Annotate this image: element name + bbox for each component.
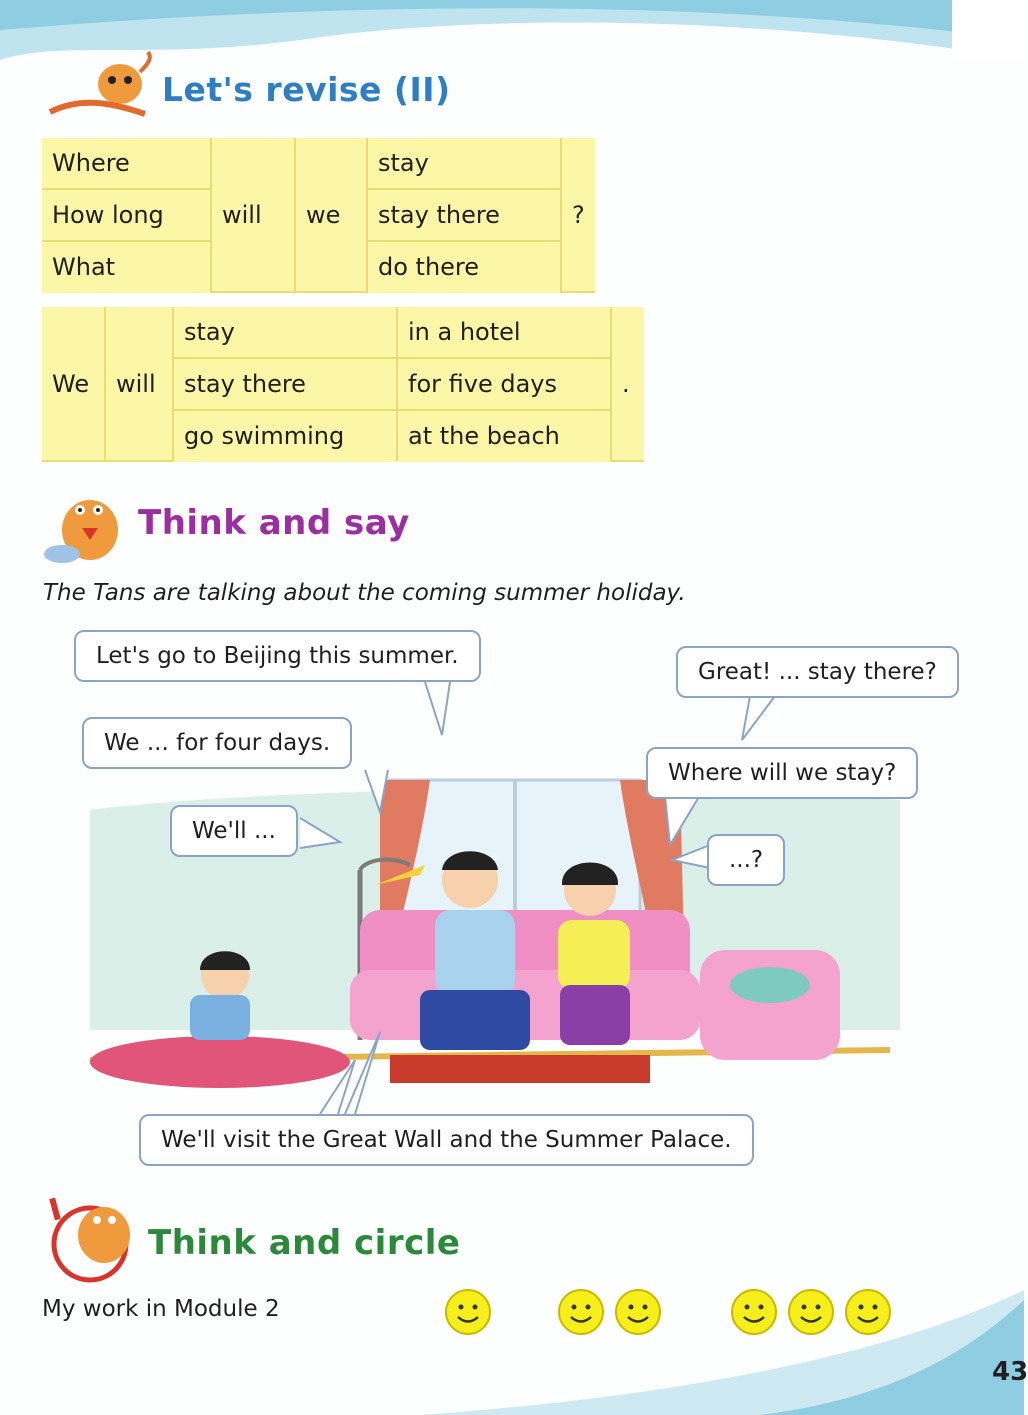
table1-cell-where: Where — [42, 138, 211, 189]
table2-cell-we: We — [42, 307, 105, 461]
section-title-think-circle: Think and circle — [148, 1223, 461, 1263]
table2-cell-will: will — [105, 307, 173, 461]
speech-bubble-stay-there: Great! ... stay there? — [676, 646, 959, 698]
table1-cell-do-there: do there — [367, 241, 561, 292]
table1-cell-we: we — [295, 138, 367, 292]
table1-cell-stay-there: stay there — [367, 189, 561, 241]
section-title-think-say: Think and say — [138, 503, 410, 543]
smiley-face-icon — [444, 1288, 494, 1338]
speech-bubble-great-wall: We'll visit the Great Wall and the Summer Palace. — [139, 1114, 754, 1166]
table2-cell-at-the-beach: at the beach — [397, 410, 611, 461]
table2-cell-for-five-days: for five days — [397, 358, 611, 410]
table2-cell-period: . — [611, 307, 644, 461]
table1-cell-stay: stay — [367, 138, 561, 189]
speech-bubble-beijing: Let's go to Beijing this summer. — [74, 630, 481, 682]
module-self-assessment-label: My work in Module 2 — [42, 1296, 280, 1322]
table1-cell-question-mark: ? — [561, 138, 595, 292]
smiley-group-two[interactable] — [557, 1288, 667, 1338]
table2-cell-go-swimming: go swimming — [173, 410, 397, 461]
speech-bubble-well: We'll ... — [170, 805, 298, 857]
smiley-faces-icon — [730, 1288, 895, 1338]
speech-bubble-where-stay: Where will we stay? — [646, 747, 918, 799]
instruction-text: The Tans are talking about the coming summer holiday. — [43, 580, 686, 606]
table2-cell-stay: stay — [173, 307, 397, 358]
cat-circle-icon — [42, 1190, 142, 1285]
table2-cell-stay-there: stay there — [173, 358, 397, 410]
smiley-group-one[interactable] — [444, 1288, 494, 1338]
table2-cell-in-a-hotel: in a hotel — [397, 307, 611, 358]
table1-cell-what: What — [42, 241, 211, 292]
section-title-revise: Let's revise (II) — [162, 70, 451, 109]
smiley-group-three[interactable] — [730, 1288, 895, 1338]
table1-cell-will: will — [211, 138, 295, 292]
table1-cell-how-long: How long — [42, 189, 211, 241]
page-number: 43 — [992, 1357, 1028, 1387]
speech-bubble-four-days: We ... for four days. — [82, 717, 352, 769]
smiley-faces-icon — [557, 1288, 667, 1338]
speech-bubble-question: ...? — [707, 834, 785, 886]
